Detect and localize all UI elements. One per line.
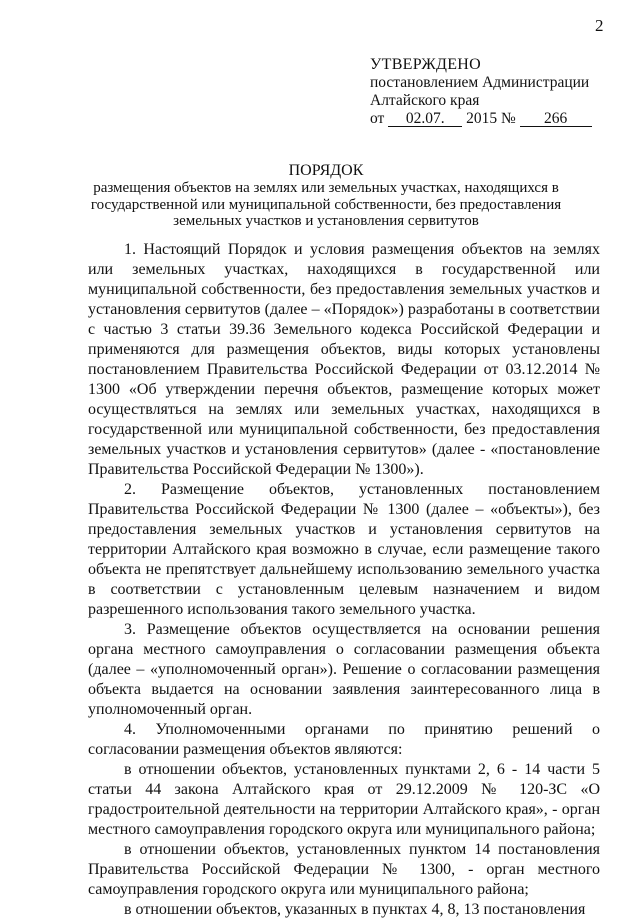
approval-line-1: постановлением Администрации bbox=[370, 74, 590, 91]
paragraph-4-item-1: в отношении объектов, установленных пунктами 2, 6 - 14 части 5 статьи 44 закона Алтайского края от 29.12.2009 № 120-ЗС «О градостроительной деятельности на территории Алтайского края», - орган местного самоуправления городского округа или муниципального района; bbox=[88, 761, 600, 838]
page-number: 2 bbox=[595, 16, 604, 35]
document-title: ПОРЯДОК bbox=[288, 162, 364, 179]
approval-number: 266 bbox=[520, 111, 592, 127]
approval-heading: УТВЕРЖДЕНО bbox=[370, 56, 482, 73]
paragraph-4-item-2: в отношении объектов, установленных пунктом 14 постановления Правительства Российской Федерации № 1300, - орган местного самоуправления городского округа или муниципального района; bbox=[88, 841, 600, 898]
paragraph-2: 2. Размещение объектов, установленных постановлением Правительства Российской Федерации № 1300 (далее – «объекты»), без предоставления земельных участков и установления сервитутов на территории Алтайского края возможно в случае, если размещение такого объекта не препятствует дальнейшему использованию земельного участка в соответствии с установленным целевым назначением и видом разрешенного использования такого земельного участка. bbox=[88, 481, 600, 618]
paragraph-3: 3. Размещение объектов осуществляется на основании решения органа местного самоуправления о согласовании размещения объекта (далее – «уполномоченный орган»). Решение о согласовании размещения объекта выдается на основании заявления заинтересованного лица в уполномоченный орган. bbox=[88, 621, 600, 718]
document-body bbox=[88, 240, 600, 920]
approval-line-2: Алтайского края bbox=[370, 92, 480, 109]
approval-stamp bbox=[370, 56, 592, 128]
document-subtitle: размещения объектов на землях или земельных участках, находящихся в государственной или муниципальной собственности, без предоставления земельных участков и установления сервитутов bbox=[90, 180, 562, 229]
date-prefix: от bbox=[370, 110, 385, 127]
paragraph-1: 1. Настоящий Порядок и условия размещения объектов на землях или земельных участках, находящихся в государственной или муниципальной собственности, без предоставления земельных участков и установления сервитутов (далее – «Порядок») разработаны в соответствии с частью 3 статьи 39.36 Земельного кодекса Российской Федерации и применяются для размещения объектов, виды которых установлены постановлением Правительства Российской Федерации от 03.12.2014 № 1300 «Об утверждении перечня объектов, размещение которых может осуществляться на землях или земельных участках, находящихся в государственной или муниципальной собственности, без предоставления земельных участков и установления сервитутов» (далее - «постановление Правительства Российской Федерации № 1300»). bbox=[88, 241, 600, 478]
approval-year: 2015 № bbox=[466, 110, 516, 127]
approval-date: 02.07. bbox=[388, 111, 462, 127]
paragraph-4-item-3: в отношении объектов, указанных в пунктах 4, 8, 13 постановления bbox=[124, 901, 586, 918]
approval-date-line bbox=[370, 110, 592, 128]
paragraph-4: 4. Уполномоченными органами по принятию решений о согласовании размещения объектов являются: bbox=[88, 721, 600, 758]
